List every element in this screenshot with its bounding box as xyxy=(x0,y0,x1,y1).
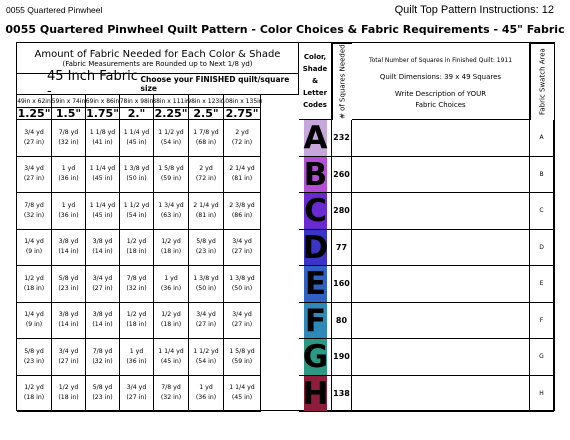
swatch-cell: C xyxy=(530,193,554,230)
fabric-width-row xyxy=(17,69,299,99)
inches-value: (63 in) xyxy=(160,211,182,219)
quilt-size-header: 49in x 62in xyxy=(17,95,52,108)
yardage-cell xyxy=(189,120,224,157)
yardage-value: 3/4 yd xyxy=(126,384,147,392)
inches-value: (41 in) xyxy=(92,138,113,146)
inches-value: (36 in) xyxy=(126,357,147,365)
amount-subtitle: (Fabric Measurements are Rounded up to Next 1/8 yd) xyxy=(62,59,253,68)
yardage-cell xyxy=(86,230,120,267)
inches-value: (27 in) xyxy=(92,284,113,292)
yardage-cell xyxy=(154,157,189,194)
description-input-area xyxy=(352,303,530,340)
inches-value: (45 in) xyxy=(92,211,113,219)
quilt-size-header: 108in x 135in xyxy=(224,95,261,108)
yardage-cell xyxy=(120,120,154,157)
yardage-value: 1 5/8 yd xyxy=(158,165,184,173)
squares-needed-header: # of Squares Needed xyxy=(332,43,352,120)
squares-count: 232 xyxy=(332,120,352,157)
yardage-value: 1 yd xyxy=(199,384,213,392)
yardage-value: 1 1/4 yd xyxy=(89,165,116,173)
color-cell-frame xyxy=(299,120,332,157)
yardage-cell xyxy=(154,339,189,376)
color-letter: F xyxy=(304,302,327,339)
yardage-cell xyxy=(224,120,261,157)
yardage-cell xyxy=(224,193,261,230)
yardage-value: 5/8 yd xyxy=(92,384,113,392)
yardage-value: 1 1/8 yd xyxy=(89,128,116,136)
inches-value: (27 in) xyxy=(126,394,147,402)
description-input-area xyxy=(352,120,530,157)
yardage-cell xyxy=(154,376,189,413)
color-cell-frame xyxy=(299,303,332,340)
yardage-value: 3/4 yd xyxy=(232,238,252,246)
inches-value: (18 in) xyxy=(160,321,182,329)
yardage-value: 3/8 yd xyxy=(58,311,79,319)
inches-value: (32 in) xyxy=(126,284,147,292)
yardage-value: 1 3/8 yd xyxy=(193,274,219,282)
yardage-cell xyxy=(86,120,120,157)
total-squares-label: Total Number of Squares in Finished Quilt: 1911 xyxy=(368,57,513,64)
yardage-cell xyxy=(86,376,120,413)
yardage-cell xyxy=(17,193,52,230)
yardage-cell xyxy=(120,376,154,413)
yardage-cell xyxy=(154,230,189,267)
inches-value: (27 in) xyxy=(23,175,45,183)
yardage-cell xyxy=(224,303,261,340)
inches-value: (50 in) xyxy=(126,175,147,183)
yardage-value: 3/4 yd xyxy=(24,165,44,173)
yardage-value: 1 1/2 yd xyxy=(158,128,184,136)
yardage-cell xyxy=(120,193,154,230)
yardage-cell xyxy=(52,230,86,267)
color-letter: H xyxy=(302,375,329,412)
inches-value: (68 in) xyxy=(195,138,217,146)
choose-size-label: Choose your FINISHED quilt/square size xyxy=(140,75,290,93)
squares-count: 160 xyxy=(332,266,352,303)
yardage-value: 3/8 yd xyxy=(92,311,113,319)
yardage-cell xyxy=(224,266,261,303)
fabric-width-label: 45 Inch Fabric - xyxy=(47,69,138,99)
description-input-area xyxy=(352,376,530,413)
yardage-value: 5/8 yd xyxy=(24,347,44,355)
yardage-cell xyxy=(120,303,154,340)
inches-value: (45 in) xyxy=(126,138,147,146)
yardage-cell xyxy=(52,120,86,157)
yardage-value: 1 1/4 yd xyxy=(158,347,184,355)
color-cell-frame xyxy=(299,339,332,376)
inches-value: (14 in) xyxy=(58,248,79,256)
swatch-cell: A xyxy=(530,120,554,157)
yardage-value: 1 yd xyxy=(61,201,76,209)
yardage-value: 3/4 yd xyxy=(58,347,79,355)
yardage-cell xyxy=(189,230,224,267)
description-input-area xyxy=(352,230,530,267)
inches-value: (54 in) xyxy=(126,211,147,219)
yardage-value: 1/2 yd xyxy=(24,274,44,282)
yardage-cell xyxy=(120,157,154,194)
yardage-value: 3/4 yd xyxy=(196,311,216,319)
inches-value: (18 in) xyxy=(23,394,45,402)
yardage-cell xyxy=(189,193,224,230)
quilt-size-header: 69in x 86in xyxy=(86,95,120,108)
inches-value: (36 in) xyxy=(58,211,79,219)
yardage-value: 1/2 yd xyxy=(126,311,147,319)
yardage-cell xyxy=(154,120,189,157)
description-input-area xyxy=(352,266,530,303)
yardage-value: 2 yd xyxy=(199,165,213,173)
inches-value: (27 in) xyxy=(23,138,45,146)
yardage-cell xyxy=(86,157,120,194)
description-input-area xyxy=(352,339,530,376)
yardage-cell xyxy=(120,266,154,303)
color-letter: B xyxy=(303,156,328,193)
yardage-value: 7/8 yd xyxy=(161,384,181,392)
swatch-cell: H xyxy=(530,376,554,413)
yardage-cell xyxy=(52,157,86,194)
swatch-cell: B xyxy=(530,157,554,194)
inches-value: (14 in) xyxy=(58,321,79,329)
yardage-value: 2 1/4 yd xyxy=(229,165,255,173)
yardage-cell xyxy=(17,339,52,376)
squares-count: 260 xyxy=(332,157,352,194)
yardage-cell xyxy=(86,193,120,230)
yardage-cell xyxy=(224,157,261,194)
color-letter: C xyxy=(304,193,327,230)
yardage-cell xyxy=(52,193,86,230)
yardage-value: 7/8 yd xyxy=(92,347,113,355)
yardage-value: 1 1/4 yd xyxy=(89,201,116,209)
yardage-cell xyxy=(189,376,224,413)
inches-value: (27 in) xyxy=(58,357,79,365)
yardage-cell xyxy=(86,339,120,376)
description-header xyxy=(352,43,530,120)
yardage-cell xyxy=(224,339,261,376)
inches-value: (32 in) xyxy=(160,394,182,402)
square-size-header: 1.25" xyxy=(17,107,51,120)
color-cell-frame xyxy=(299,266,332,303)
inches-value: (23 in) xyxy=(92,394,113,402)
inches-value: (9 in) xyxy=(25,248,43,256)
inches-value: (81 in) xyxy=(231,175,253,183)
yardage-value: 3/8 yd xyxy=(58,238,79,246)
color-cell-frame xyxy=(299,193,332,230)
inches-value: (18 in) xyxy=(58,394,79,402)
describe-fabric-label: Write Description of YOUR Fabric Choices xyxy=(394,90,487,109)
yardage-cell xyxy=(52,303,86,340)
color-letter: G xyxy=(302,339,329,376)
yardage-cell xyxy=(189,157,224,194)
yardage-value: 3/4 yd xyxy=(232,311,252,319)
inches-value: (45 in) xyxy=(231,394,253,402)
yardage-value: 1/2 yd xyxy=(161,311,181,319)
inches-value: (81 in) xyxy=(195,211,217,219)
yardage-value: 1 3/4 yd xyxy=(158,201,184,209)
yardage-cell xyxy=(17,120,52,157)
inches-value: (23 in) xyxy=(58,284,79,292)
color-letter: E xyxy=(304,266,327,303)
yardage-cell xyxy=(120,339,154,376)
inches-value: (9 in) xyxy=(25,321,43,329)
inches-value: (32 in) xyxy=(58,138,79,146)
inches-value: (72 in) xyxy=(231,138,253,146)
yardage-cell xyxy=(86,266,120,303)
square-size-header: 1.75" xyxy=(86,107,119,120)
quilt-size-header: 98in x 123in xyxy=(189,95,224,108)
swatch-cell: E xyxy=(530,266,554,303)
inches-value: (27 in) xyxy=(231,321,253,329)
inches-value: (18 in) xyxy=(126,248,147,256)
color-cell-frame xyxy=(299,157,332,194)
inches-value: (72 in) xyxy=(195,175,217,183)
yardage-value: 1 1/2 yd xyxy=(123,201,150,209)
inches-value: (32 in) xyxy=(92,357,113,365)
inches-value: (50 in) xyxy=(195,284,217,292)
inches-value: (45 in) xyxy=(160,357,182,365)
yardage-cell xyxy=(17,266,52,303)
yardage-value: 1/2 yd xyxy=(126,238,147,246)
yardage-cell xyxy=(120,230,154,267)
square-size-header: 2.25" xyxy=(154,107,188,120)
yardage-value: 1 yd xyxy=(129,347,144,355)
yardage-value: 7/8 yd xyxy=(126,274,147,282)
inches-value: (54 in) xyxy=(195,357,217,365)
yardage-value: 1 1/4 yd xyxy=(229,384,255,392)
yardage-value: 1/4 yd xyxy=(24,238,44,246)
amount-title: Amount of Fabric Needed for Each Color & Shade xyxy=(34,48,281,60)
yardage-value: 1/2 yd xyxy=(24,384,44,392)
yardage-value: 1 3/8 yd xyxy=(123,165,150,173)
quilt-size-header: 78in x 98in xyxy=(120,95,154,108)
yardage-cell xyxy=(224,376,261,413)
square-size-header: 1.5" xyxy=(52,108,86,120)
square-size-header: 2." xyxy=(120,108,154,120)
squares-count: 190 xyxy=(332,339,352,376)
squares-count: 77 xyxy=(332,230,352,267)
yardage-cell xyxy=(154,303,189,340)
color-cell-frame xyxy=(299,230,332,267)
pattern-name: 0055 Quartered Pinwheel xyxy=(6,5,103,15)
yardage-value: 1 yd xyxy=(164,274,178,282)
yardage-value: 3/4 yd xyxy=(24,128,44,136)
inches-value: (32 in) xyxy=(23,211,45,219)
yardage-cell xyxy=(189,266,224,303)
yardage-value: 2 3/8 yd xyxy=(229,201,255,209)
yardage-value: 2 yd xyxy=(235,128,249,136)
yardage-value: 5/8 yd xyxy=(58,274,79,282)
yardage-value: 7/8 yd xyxy=(58,128,79,136)
yardage-value: 1 7/8 yd xyxy=(193,128,219,136)
yardage-value: 1 yd xyxy=(61,165,76,173)
instructions-page: Quilt Top Pattern Instructions: 12 xyxy=(394,4,554,16)
yardage-cell xyxy=(189,303,224,340)
yardage-cell xyxy=(224,230,261,267)
description-input-area xyxy=(352,193,530,230)
yardage-value: 1 1/2 yd xyxy=(193,347,219,355)
inches-value: (50 in) xyxy=(231,284,253,292)
inches-value: (36 in) xyxy=(195,394,217,402)
yardage-cell xyxy=(17,230,52,267)
quilt-size-header: 59in x 74in xyxy=(52,95,86,108)
color-cell-frame xyxy=(299,376,332,413)
yardage-value: 3/4 yd xyxy=(92,274,113,282)
yardage-cell xyxy=(154,266,189,303)
yardage-cell xyxy=(17,303,52,340)
inches-value: (18 in) xyxy=(23,284,45,292)
quilt-size-header: 88in x 111in xyxy=(154,95,189,108)
color-letter: A xyxy=(303,120,328,157)
yardage-cell xyxy=(52,339,86,376)
inches-value: (23 in) xyxy=(23,357,45,365)
yardage-value: 1/4 yd xyxy=(24,311,44,319)
yardage-cell xyxy=(86,303,120,340)
yardage-cell xyxy=(52,376,86,413)
color-codes-header: Color, Shade & Letter Codes xyxy=(299,43,332,120)
yardage-value: 7/8 yd xyxy=(24,201,44,209)
inches-value: (59 in) xyxy=(160,175,182,183)
inches-value: (86 in) xyxy=(231,211,253,219)
yardage-cell xyxy=(154,193,189,230)
inches-value: (36 in) xyxy=(160,284,182,292)
inches-value: (54 in) xyxy=(160,138,182,146)
inches-value: (36 in) xyxy=(58,175,79,183)
yardage-cell xyxy=(17,157,52,194)
inches-value: (18 in) xyxy=(126,321,147,329)
squares-count: 280 xyxy=(332,193,352,230)
yardage-cell xyxy=(52,266,86,303)
fabric-requirements-table xyxy=(16,42,555,411)
yardage-cell xyxy=(17,376,52,413)
inches-value: (23 in) xyxy=(195,248,217,256)
inches-value: (14 in) xyxy=(92,248,113,256)
yardage-value: 1/2 yd xyxy=(161,238,181,246)
square-size-header: 2.75" xyxy=(224,108,261,120)
square-size-header: 2.5" xyxy=(189,108,224,120)
yardage-value: 3/8 yd xyxy=(92,238,113,246)
yardage-value: 1 1/4 yd xyxy=(123,128,150,136)
inches-value: (59 in) xyxy=(231,357,253,365)
yardage-value: 1 3/8 yd xyxy=(229,274,255,282)
yardage-value: 1 5/8 yd xyxy=(229,347,255,355)
description-input-area xyxy=(352,157,530,194)
squares-count: 138 xyxy=(332,376,352,413)
yardage-cell xyxy=(189,339,224,376)
page-title: 0055 Quartered Pinwheel Quilt Pattern - Color Choices & Fabric Requirements - 45" Fabric xyxy=(5,23,565,36)
yardage-value: 5/8 yd xyxy=(196,238,216,246)
inches-value: (14 in) xyxy=(92,321,113,329)
swatch-cell: D xyxy=(530,230,554,267)
yardage-value: 2 1/4 yd xyxy=(193,201,219,209)
squares-count: 80 xyxy=(332,303,352,340)
swatch-cell: F xyxy=(530,303,554,340)
yardage-value: 1/2 yd xyxy=(58,384,79,392)
color-letter: D xyxy=(302,229,329,266)
quilt-dimensions-label: Quilt Dimensions: 39 x 49 Squares xyxy=(379,73,502,81)
swatch-area-header: Fabric Swatch Area xyxy=(530,43,554,120)
inches-value: (18 in) xyxy=(160,248,182,256)
swatch-cell: G xyxy=(530,339,554,376)
inches-value: (27 in) xyxy=(195,321,217,329)
inches-value: (45 in) xyxy=(92,175,113,183)
inches-value: (27 in) xyxy=(231,248,253,256)
